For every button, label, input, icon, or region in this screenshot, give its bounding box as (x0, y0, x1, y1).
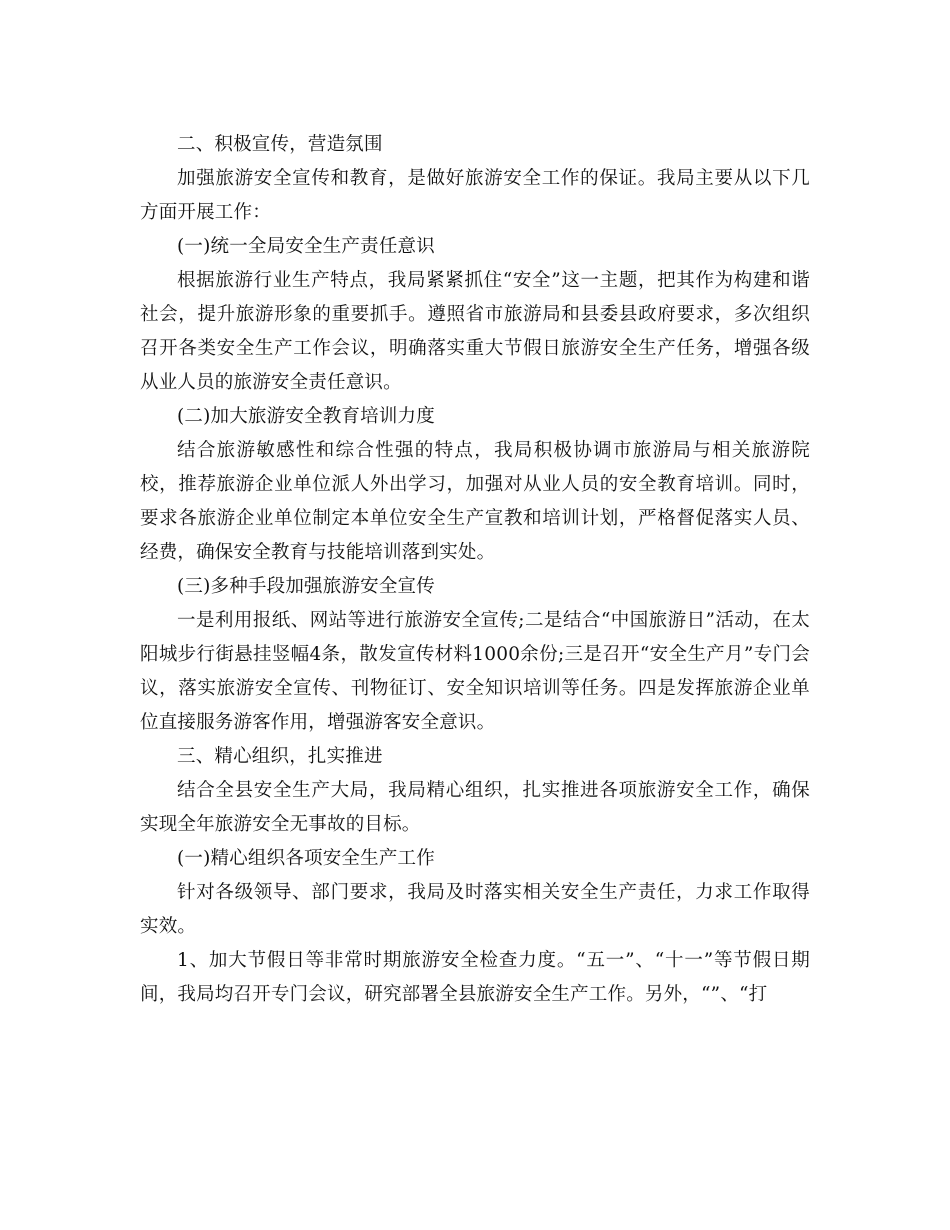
paragraph-intro: 加强旅游安全宣传和教育，是做好旅游安全工作的保证。我局主要从以下几方面开展工作： (140, 168, 810, 223)
subheading-organize: (一)精心组织各项安全生产工作 (177, 848, 435, 869)
paragraph-overall: 结合全县安全生产大局，我局精心组织，扎实推进各项旅游安全工作，确保实现全年旅游安全无事故的目标。 (140, 780, 810, 835)
section-heading-3: 三、精心组织，扎实推进 (177, 746, 383, 767)
paragraph-publicity: 一是利用报纸、网站等进行旅游安全宣传;二是结合“中国旅游日”活动，在太阳城步行街悬挂竖幅4条，散发宣传材料1000余份;三是召开“安全生产月”专门会议，落实旅游安全宣传、刊物征订、安全知识培训等任务。四是发挥旅游企业单位直接服务游客作用，增强游客安全意识。 (140, 610, 810, 733)
paragraph-training: 结合旅游敏感性和综合性强的特点，我局积极协调市旅游局与相关旅游院校，推荐旅游企业单位派人外出学习，加强对从业人员的安全教育培训。同时，要求各旅游企业单位制定本单位安全生产宣教和培训计划，严格督促落实人员、经费，确保安全教育与技能培训落到实处。 (140, 440, 810, 563)
subheading-1: (一)统一全局安全生产责任意识 (177, 236, 435, 257)
paragraph-leadership: 针对各级领导、部门要求，我局及时落实相关安全生产责任，力求工作取得实效。 (140, 882, 810, 937)
paragraph-holiday-inspection: 1、加大节假日等非常时期旅游安全检查力度。“五一”、“十一”等节假日期间，我局均召开专门会议，研究部署全县旅游安全生产工作。另外，“”、“打 (140, 950, 810, 1005)
subheading-3: (三)多种手段加强旅游安全宣传 (177, 576, 435, 597)
subheading-2: (二)加大旅游安全教育培训力度 (177, 406, 435, 427)
paragraph-responsibility: 根据旅游行业生产特点，我局紧紧抓住“安全”这一主题，把其作为构建和谐社会，提升旅游形象的重要抓手。遵照省市旅游局和县委县政府要求，多次组织召开各类安全生产工作会议，明确落实重大节假日旅游安全生产任务，增强各级从业人员的旅游安全责任意识。 (140, 270, 810, 393)
section-heading-2: 二、积极宣传，营造氛围 (177, 134, 383, 155)
document-body (140, 128, 810, 1012)
